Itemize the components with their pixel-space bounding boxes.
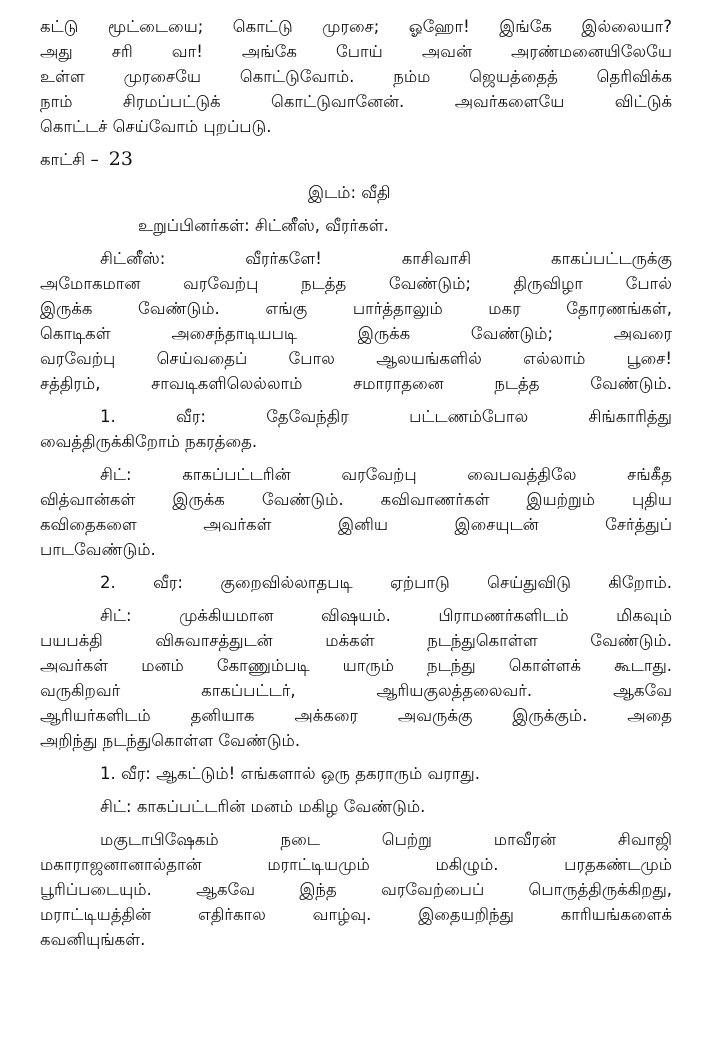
dialogue-line: அமோகமான வரவேற்பு நடத்த வேண்டும்; திருவிழா போல்	[40, 274, 672, 293]
dialogue-line: கொடிகள் அசைந்தாடியபடி இருக்க வேண்டும்; அவரை	[40, 324, 672, 343]
dialogue-line: சிட்: முக்கியமான விஷயம். பிராமணர்களிடம் மிகவும்	[100, 606, 672, 625]
dialogue-line: வருகிறவர் காகப்பட்டர், ஆரியகுலத்தலைவர். ஆகவே	[40, 681, 672, 700]
scene-number: 23	[108, 148, 133, 170]
previous-scene-paragraph	[40, 14, 672, 139]
dialogue-line: சிட்: காகப்பட்டரின் வரவேற்பு வைபவத்திலே சங்கீத	[100, 465, 672, 484]
dialogue-block	[40, 462, 672, 562]
scene-label: காட்சி –	[40, 150, 99, 169]
dialogue-line: வைத்திருக்கிறோம் நகரத்தை.	[40, 432, 258, 451]
dialogue-line: 1. வீர: தேவேந்திர பட்டணம்போல சிங்காரித்து	[100, 407, 672, 426]
dialogue-line: சிட்: காகப்பட்டரின் மனம் மகிழ வேண்டும்.	[100, 797, 426, 816]
dialogue-line: பாடவேண்டும்.	[40, 540, 156, 559]
dialogue-line: மகுடாபிஷேகம் நடை பெற்று மாவீரன் சிவாஜி	[100, 830, 672, 849]
dialogue-line: மகாராஜனானால்தான் மராட்டியமும் மகிழும். பரதகண்டமும்	[40, 855, 672, 874]
dialogue-line: அவர்கள் மனம் கோணும்படி யாரும் நடந்து கொள்ளக் கூடாது.	[40, 656, 672, 675]
dialogue-line: சத்திரம், சாவடிகளிலெல்லாம் சமாராதனை நடத்த வேண்டும்.	[40, 374, 672, 393]
dialogue-line: 2. வீர: குறைவில்லாதபடி ஏற்பாடு செய்துவிடு கிறோம்.	[100, 573, 672, 592]
dialogue-line: வரவேற்பு செய்வதைப் போல ஆலயங்களில் எல்லாம் பூசை!	[40, 349, 672, 368]
dialogue-block	[40, 827, 672, 952]
text-line: நாம் சிரமப்பட்டுக் கொட்டுவானேன். அவர்களையே விட்டுக்	[40, 92, 672, 111]
dialogue-line: கவிதைகளை அவர்கள் இனிய இசையுடன் சேர்த்துப்	[40, 515, 672, 534]
dialogue-block	[40, 246, 672, 396]
scene-cast: உறுப்பினர்கள்: சிட்னீஸ், வீரர்கள்.	[138, 216, 389, 235]
dialogue-line: கவனியுங்கள்.	[40, 930, 146, 949]
scene-heading	[40, 147, 672, 172]
dialogue-line: 1. வீர: ஆகட்டும்! எங்களால் ஒரு தகராரும் வராது.	[100, 764, 480, 783]
dialogue-line: இருக்க வேண்டும். எங்கு பார்த்தாலும் மகர தோரணங்கள்,	[40, 299, 672, 318]
dialogue-block	[40, 603, 672, 753]
document-page	[40, 14, 672, 952]
dialogue-block	[40, 761, 672, 786]
dialogue-line: சிட்னீஸ்: வீரர்களே! காசிவாசி காகப்பட்டருக்கு	[100, 249, 672, 268]
dialogue-line: ஆரியர்களிடம் தனியாக அக்கரை அவருக்கு இருக்கும். அதை	[40, 706, 672, 725]
dialogue-line: மராட்டியத்தின் எதிர்கால வாழ்வு. இதையறிந்து காரியங்களைக்	[40, 905, 672, 924]
text-line: உள்ள முரசையே கொட்டுவோம். நம்ம ஜெயத்தைத் தெரிவிக்க	[40, 67, 672, 86]
text-line: கட்டு மூட்டையை; கொட்டு முரசை; ஓஹோ! இங்கே இல்லையா?	[40, 17, 672, 36]
dialogue-block	[40, 794, 672, 819]
dialogue-block	[40, 570, 672, 595]
text-line: அது சரி வா! அங்கே போய் அவன் அரண்மனையிலேயே	[40, 42, 672, 61]
dialogue-line: பயபக்தி விசுவாசத்துடன் மக்கள் நடந்துகொள்ள வேண்டும்.	[40, 631, 672, 650]
dialogue-line: வித்வான்கள் இருக்க வேண்டும். கவிவாணர்கள் இயற்றும் புதிய	[40, 490, 672, 509]
dialogue-block	[40, 404, 672, 454]
dialogue-line: அறிந்து நடந்துகொள்ள வேண்டும்.	[40, 731, 301, 750]
scene-place: இடம்: வீதி	[308, 183, 391, 202]
dialogue-line: பூரிப்படையும். ஆகவே இந்த வரவேற்பைப் பொருத்திருக்கிறது,	[40, 880, 672, 899]
text-line: கொட்டச் செய்வோம் புறப்படு.	[40, 117, 272, 136]
